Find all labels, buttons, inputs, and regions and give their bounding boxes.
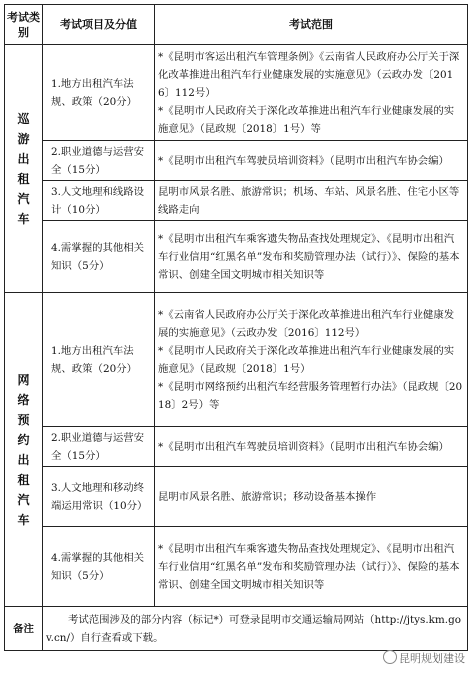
item-cell: 2.职业道德与运营安全（15分） (43, 427, 155, 467)
table-row (5, 293, 468, 427)
scope-line: *《云南省人民政府办公厅关于深化改革推进出租汽车行业健康发展的实施意见》（云政办发〔2016〕112号） (158, 308, 455, 339)
header-category: 考试类别 (5, 5, 43, 45)
scope-line: *《昆明市网络预约出租汽车经营服务管理暂行办法》（昆政规〔2018〕2号）等 (158, 380, 463, 411)
category-cruise-taxi: 巡游出租汽车 (5, 45, 43, 293)
header-row (5, 5, 468, 45)
scope-line: *《昆明市客运出租汽车管理条例》《云南省人民政府办公厅关于深化改革推进出租汽车行业健康发展的实施意见》（云政办发〔2016〕112号） (158, 50, 460, 99)
table-row (5, 221, 468, 293)
scope-line: *《昆明市出租汽车乘客遗失物品查找处理规定》、《昆明市出租汽车行业信用“红黑名单”发布和奖励管理办法（试行）》、保险的基本常识、创建全国文明城市相关知识等 (158, 542, 460, 591)
scope-cell (155, 467, 468, 527)
scope-line: *《昆明市人民政府关于深化改革推进出租汽车行业健康发展的实施意见》（昆政规〔2018〕1号） (158, 344, 455, 375)
table-row (5, 141, 468, 181)
scope-cell (155, 45, 468, 141)
header-scope: 考试范围 (155, 5, 468, 45)
table-row (5, 181, 468, 221)
scope-line: *《昆明市出租汽车乘客遗失物品查找处理规定》、《昆明市出租汽车行业信用“红黑名单”发布和奖励管理办法（试行）》、保险的基本常识、创建全国文明城市相关知识等 (158, 232, 460, 281)
category-online-taxi: 网络预约出租汽车 (5, 293, 43, 607)
scope-line: *《昆明市出租汽车驾驶员培训资料》（昆明市出租汽车协会编） (158, 154, 449, 167)
scope-line: 昆明市风景名胜、旅游常识；机场、车站、风景名胜、住宅小区等线路走向 (158, 185, 460, 216)
item-cell: 2.职业道德与运营安全（15分） (43, 141, 155, 181)
item-cell: 1.地方出租汽车法规、政策（20分） (43, 293, 155, 427)
scope-cell (155, 141, 468, 181)
scope-line: 昆明市风景名胜、旅游常识；移动设备基本操作 (158, 490, 377, 503)
scope-cell (155, 427, 468, 467)
note-label: 备注 (5, 607, 43, 651)
item-cell: 4.需掌握的其他相关知识（5分） (43, 221, 155, 293)
scope-cell (155, 181, 468, 221)
scope-line: *《昆明市出租汽车驾驶员培训资料》（昆明市出租汽车协会编） (158, 440, 449, 453)
table-row (5, 45, 468, 141)
item-cell: 1.地方出租汽车法规、政策（20分） (43, 45, 155, 141)
table-row (5, 467, 468, 527)
table-row (5, 427, 468, 467)
item-cell: 3.人文地理和移动终端运用常识（10分） (43, 467, 155, 527)
scope-cell (155, 527, 468, 607)
item-cell: 3.人文地理和线路设计（10分） (43, 181, 155, 221)
note-row (5, 607, 468, 651)
item-cell: 4.需掌握的其他相关知识（5分） (43, 527, 155, 607)
wechat-logo-icon (383, 650, 397, 664)
scope-cell (155, 221, 468, 293)
scope-cell (155, 293, 468, 427)
scope-line: *《昆明市人民政府关于深化改革推进出租汽车行业健康发展的实施意见》（昆政规〔2018〕1号）等 (158, 104, 455, 135)
note-text: 考试范围涉及的部分内容（标记*）可登录昆明市交通运输局网站（http://jtys.km.gov.cn/）自行查看或下载。 (43, 607, 468, 651)
table-row (5, 527, 468, 607)
exam-scope-table (4, 4, 468, 651)
watermark-text: 昆明规划建设 (399, 652, 465, 665)
header-item: 考试项目及分值 (43, 5, 155, 45)
watermark (383, 650, 465, 666)
